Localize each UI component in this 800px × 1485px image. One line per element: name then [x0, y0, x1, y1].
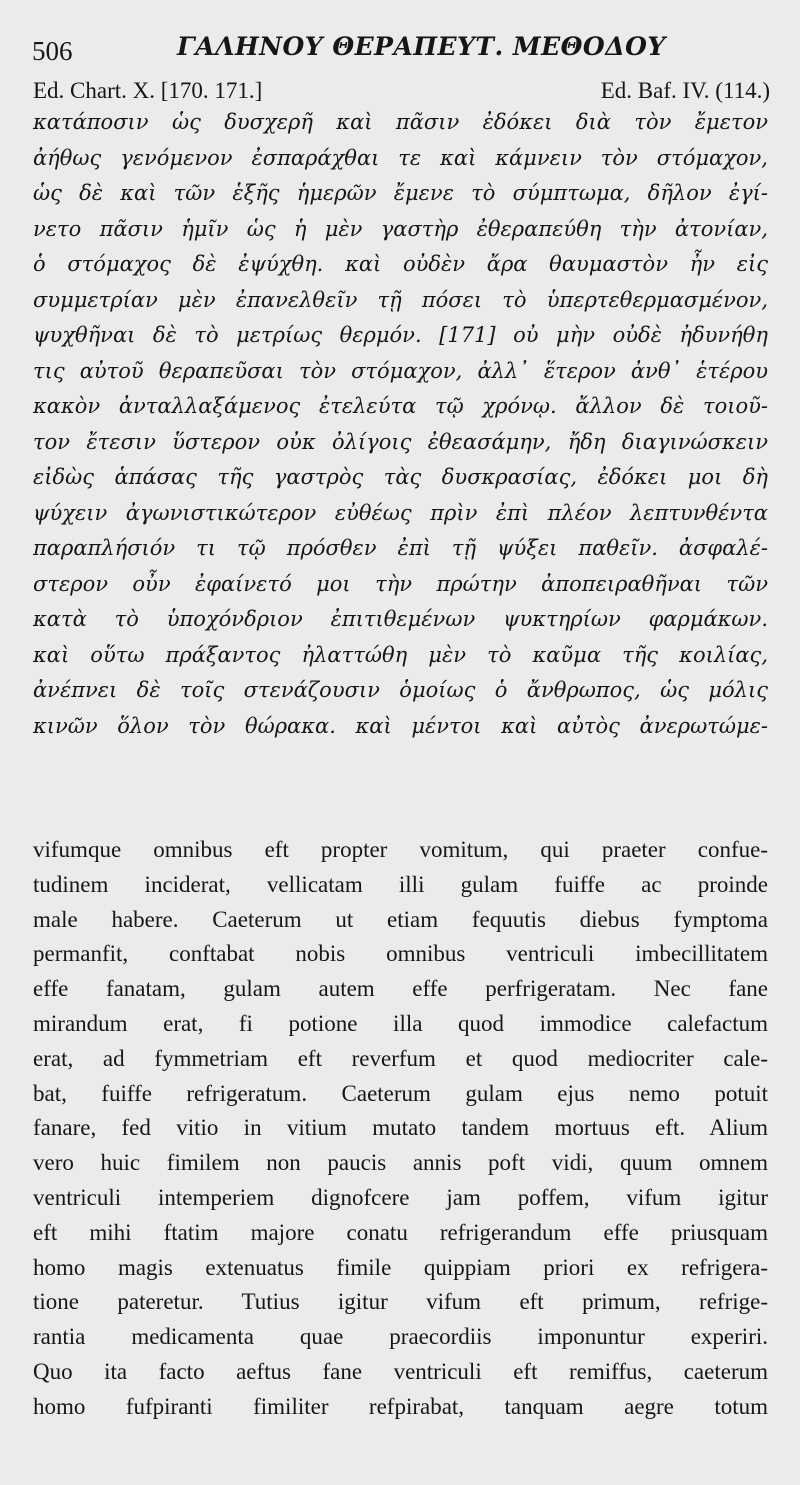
latin-text-line: tione pateretur. Tutius igitur vifum eft primum, refrige- [33, 1289, 768, 1315]
latin-text-line: homo fufpiranti fimiliter refpirabat, tanquam aegre totum [33, 1393, 768, 1419]
latin-text-line: fanare, fed vitio in vitium mutato tandem mortuus eft. Alium [33, 1115, 768, 1141]
greek-text-line: ὡς δὲ καὶ τῶν ἑξῆς ἡμερῶν ἔμενε τὸ σύμπτωμα, δῆλον ἐγί- [33, 181, 768, 205]
greek-text-line: τις αὐτοῦ θεραπεῦσαι τὸν στόμαχον, ἀλλ᾽ ἕτερον ἀνθ᾽ ἑτέρου [33, 358, 768, 383]
latin-text-line: tudinem inciderat, vellicatam illi gulam fuiffe ac proinde [33, 871, 768, 897]
greek-text-line: ἀήθως γενόμενον ἐσπαράχθαι τε καὶ κάμνειν τὸν στόμαχον, [33, 145, 768, 170]
page-header [32, 28, 772, 68]
latin-text-line: male habere. Caeterum ut etiam fequutis diebus fymptoma [33, 906, 768, 932]
page-number: 506 [32, 36, 73, 66]
greek-text-line: κατάποσιν ὡς δυσχερῆ καὶ πᾶσιν ἐδόκει διὰ τὸν ἔμετον [33, 110, 768, 134]
edition-references [33, 78, 770, 108]
latin-text-line: vifumque omnibus eft propter vomitum, qui praeter confue- [33, 837, 768, 862]
latin-text-line: erat, ad fymmetriam eft reverfum et quod mediocriter cale- [33, 1045, 768, 1071]
greek-text-line: εἰδὼς ἁπάσας τῆς γαστρὸς τὰς δυσκρασίας, ἐδόκει μοι δὴ [33, 465, 768, 489]
running-title: ΓΑΛΗΝΟΥ ΘΕΡΑΠΕΥΤ. ΜΕΘΟΔΟΥ [177, 32, 666, 61]
greek-text-line: ἀνέπνει δὲ τοῖς στενάζουσιν ὁμοίως ὁ ἄνθρωπος, ὡς μόλις [33, 678, 768, 702]
greek-text-line: τον ἔτεσιν ὕστερον οὐκ ὀλίγοις ἐθεασάμην, ἤδη διαγινώσκειν [33, 429, 768, 454]
greek-text-line: συμμετρίαν μὲν ἐπανελθεῖν τῇ πόσει τὸ ὑπερτεθερμασμένον, [33, 287, 768, 312]
greek-text-line: κατὰ τὸ ὑποχόνδριον ἐπιτιθεμένων ψυκτηρίων φαρμάκων. [33, 607, 768, 631]
greek-text-line: κινῶν ὅλον τὸν θώρακα. καὶ μέντοι καὶ αὐτὸς ἀνερωτώμε- [33, 713, 768, 738]
latin-text-line: eft mihi ftatim majore conatu refrigerandum effe priusquam [33, 1219, 768, 1245]
greek-text-line: νετο πᾶσιν ἡμῖν ὡς ἡ μὲν γαστὴρ ἐθεραπεύθη τὴν ἀτονίαν, [33, 216, 768, 241]
greek-text-block [33, 105, 768, 744]
greek-text-line: καὶ οὕτω πράξαντος ἠλαττώθη μὲν τὸ καῦμα τῆς κοιλίας, [33, 642, 768, 667]
greek-text-line: κακὸν ἀνταλλαξάμενος ἐτελεύτα τῷ χρόνῳ. ἄλλον δὲ τοιοῦ- [33, 394, 768, 418]
latin-text-line: rantia medicamenta quae praecordiis imponuntur experiri. [33, 1324, 768, 1350]
latin-text-line: vero huic fimilem non paucis annis poft vidi, quum omnem [33, 1150, 768, 1176]
edition-reference-chartier: Ed. Chart. X. [170. 171.] [33, 78, 263, 103]
greek-text-line: στερον οὖν ἐφαίνετό μοι τὴν πρώτην ἀποπειραθῆναι τῶν [33, 571, 768, 596]
latin-text-line: permanfit, conftabat nobis omnibus ventriculi imbecillitatem [33, 941, 768, 967]
greek-text-line: ψυχθῆναι δὲ τὸ μετρίως θερμόν. [171] οὐ μὴν οὐδὲ ἠδυνήθη [33, 323, 768, 347]
latin-text-line: mirandum erat, fi potione illa quod immodice calefactum [33, 1010, 768, 1036]
latin-text-line: ventriculi intemperiem dignofcere jam poffem, vifum igitur [33, 1184, 768, 1210]
latin-text-line: effe fanatam, gulam autem effe perfrigeratam. Nec fane [33, 976, 768, 1002]
latin-text-line: homo magis extenuatus fimile quippiam priori ex refrigera- [33, 1254, 768, 1280]
latin-text-line: Quo ita facto aeftus fane ventriculi eft remiffus, caeterum [33, 1358, 768, 1384]
greek-text-line: παραπλήσιόν τι τῷ πρόσθεν ἐπὶ τῇ ψύξει παθεῖν. ἀσφαλέ- [33, 536, 768, 560]
greek-text-line: ὁ στόμαχος δὲ ἐψύχθη. καὶ οὐδὲν ἄρα θαυμαστὸν ἦν εἰς [33, 252, 768, 276]
latin-text-line: bat, fuiffe refrigeratum. Caeterum gulam ejus nemo potuit [33, 1080, 768, 1106]
latin-text-block [33, 833, 768, 1425]
greek-text-line: ψύχειν ἀγωνιστικώτερον εὐθέως πρὶν ἐπὶ πλέον λεπτυνθέντα [33, 500, 768, 525]
edition-reference-basel: Ed. Baf. IV. (114.) [600, 78, 770, 103]
